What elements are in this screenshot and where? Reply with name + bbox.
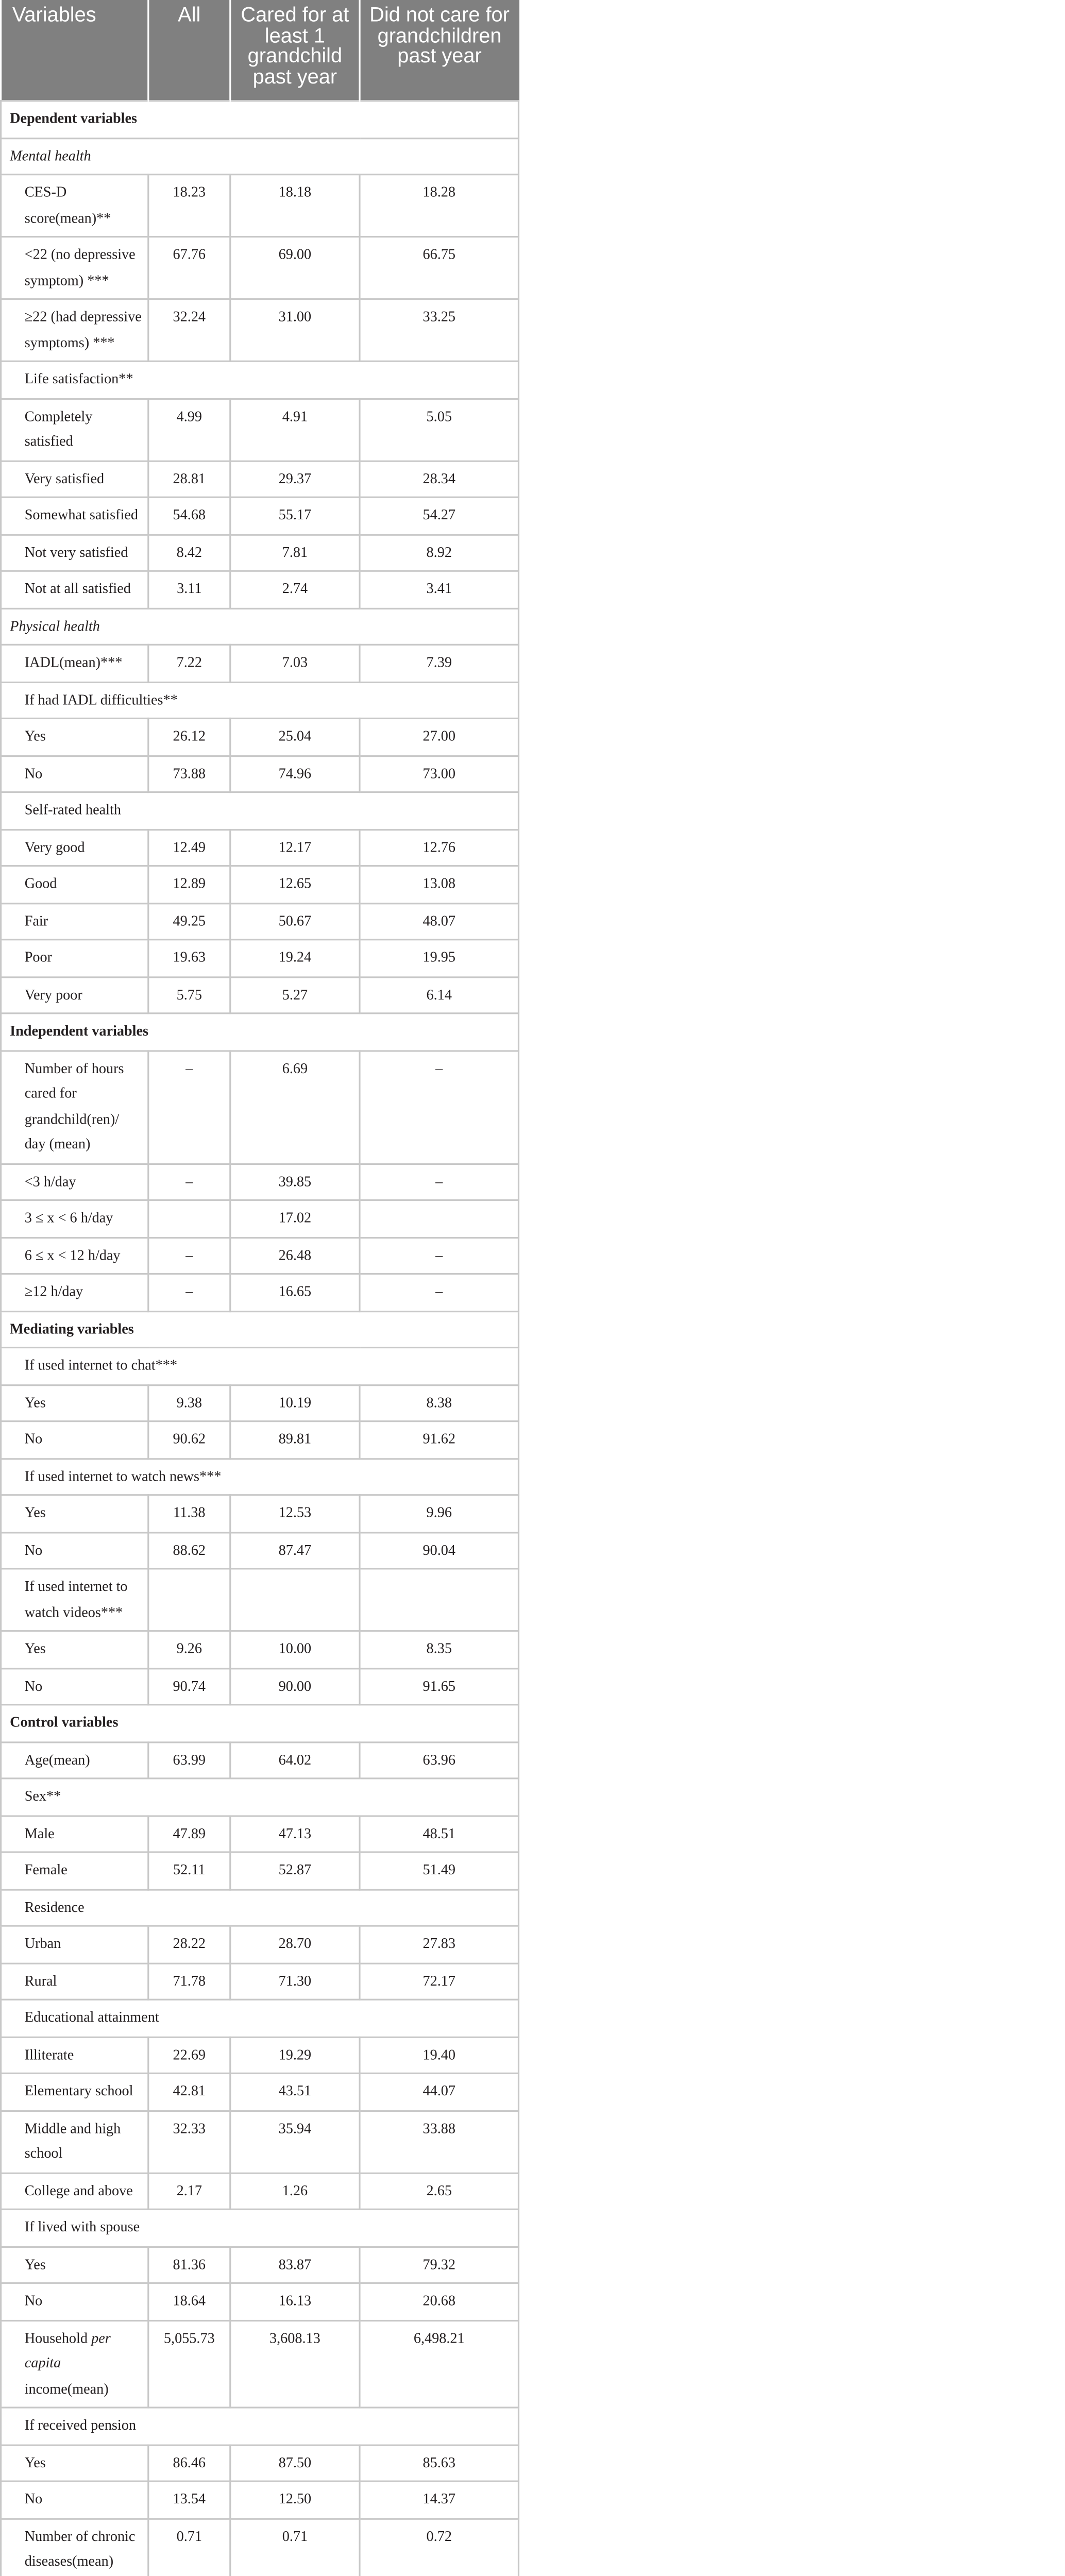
table-row <box>1 299 519 361</box>
value-all: 71.78 <box>148 1963 230 2000</box>
value-cared: 25.04 <box>230 718 360 755</box>
variable-label: If used internet to watch videos*** <box>1 1569 148 1631</box>
table-row <box>1 237 519 299</box>
table-row <box>1 398 519 461</box>
value-did-not-care: 85.63 <box>360 2445 518 2482</box>
value-cared: 69.00 <box>230 237 360 299</box>
value-cared: 12.53 <box>230 1495 360 1532</box>
value-did-not-care: 7.39 <box>360 645 518 682</box>
value-cared: 0.71 <box>230 2518 360 2576</box>
group-label: Educational attainment <box>1 1999 519 2037</box>
value-all: 12.49 <box>148 829 230 866</box>
table-row <box>1 792 519 829</box>
value-cared: 83.87 <box>230 2246 360 2283</box>
table-row <box>1 1963 519 2000</box>
variable-label: ≥22 (had depressive symptoms) *** <box>1 299 148 361</box>
value-did-not-care: 54.27 <box>360 497 518 534</box>
header-variables: Variables <box>1 0 148 101</box>
value-did-not-care: 73.00 <box>360 755 518 792</box>
value-did-not-care: 8.38 <box>360 1384 518 1421</box>
value-all: 26.12 <box>148 718 230 755</box>
table-body <box>1 101 519 2576</box>
value-cared: 12.65 <box>230 866 360 903</box>
header-did-not-care: Did not care for grandchildren past year <box>360 0 518 101</box>
table-row <box>1 361 519 398</box>
table-row <box>1 2037 519 2074</box>
value-did-not-care: 63.96 <box>360 1741 518 1778</box>
subsection-heading: Physical health <box>1 608 519 645</box>
value-did-not-care: 79.32 <box>360 2246 518 2283</box>
section-heading: Mediating variables <box>1 1311 519 1348</box>
variable-label: Not very satisfied <box>1 534 148 571</box>
value-cared: 7.81 <box>230 534 360 571</box>
value-all: 88.62 <box>148 1532 230 1569</box>
value-did-not-care: – <box>360 1050 518 1163</box>
value-did-not-care: 66.75 <box>360 237 518 299</box>
variable-label: 3 ≤ x < 6 h/day <box>1 1200 148 1237</box>
table-row <box>1 2445 519 2482</box>
section-heading: Dependent variables <box>1 101 519 138</box>
value-all: 13.54 <box>148 2481 230 2518</box>
table-row <box>1 1495 519 1532</box>
value-did-not-care <box>360 1200 518 1237</box>
value-all: 18.64 <box>148 2283 230 2320</box>
value-cared: 6.69 <box>230 1050 360 1163</box>
table-row <box>1 608 519 645</box>
value-all: 73.88 <box>148 755 230 792</box>
table-row <box>1 2073 519 2110</box>
value-cared: 74.96 <box>230 755 360 792</box>
value-cared: 19.24 <box>230 940 360 977</box>
variable-label: Good <box>1 866 148 903</box>
table-row <box>1 1348 519 1385</box>
value-all: 42.81 <box>148 2073 230 2110</box>
table-row <box>1 1311 519 1348</box>
table-row <box>1 645 519 682</box>
variable-label: Number of chronic diseases(mean) <box>1 2518 148 2576</box>
value-cared: 71.30 <box>230 1963 360 2000</box>
table-row <box>1 1200 519 1237</box>
value-did-not-care <box>360 1569 518 1631</box>
variable-label: No <box>1 1421 148 1459</box>
value-cared: 29.37 <box>230 461 360 498</box>
group-label: If lived with spouse <box>1 2209 519 2246</box>
value-cared: 12.50 <box>230 2481 360 2518</box>
group-label: Life satisfaction** <box>1 361 519 398</box>
table-row <box>1 497 519 534</box>
value-did-not-care: 8.35 <box>360 1631 518 1668</box>
value-all: 5,055.73 <box>148 2320 230 2408</box>
table-row <box>1 1050 519 1163</box>
value-did-not-care: – <box>360 1274 518 1311</box>
value-cared: 50.67 <box>230 903 360 940</box>
table-row <box>1 101 519 138</box>
value-did-not-care: 6.14 <box>360 976 518 1013</box>
value-did-not-care: 91.62 <box>360 1421 518 1459</box>
value-all: 0.71 <box>148 2518 230 2576</box>
table-row <box>1 1237 519 1274</box>
table-row <box>1 2173 519 2210</box>
variable-label: Number of hours cared for grandchild(ren)/ day (mean) <box>1 1050 148 1163</box>
variable-label: Somewhat satisfied <box>1 497 148 534</box>
value-cared: 64.02 <box>230 1741 360 1778</box>
value-all: 32.33 <box>148 2110 230 2173</box>
table-row <box>1 829 519 866</box>
group-label: Residence <box>1 1889 519 1926</box>
variable-label: No <box>1 2283 148 2320</box>
table-row <box>1 1999 519 2037</box>
variable-label: Not at all satisfied <box>1 571 148 608</box>
value-did-not-care: 27.00 <box>360 718 518 755</box>
value-cared: 10.00 <box>230 1631 360 1668</box>
section-heading: Control variables <box>1 1705 519 1742</box>
value-cared: 18.18 <box>230 175 360 237</box>
value-did-not-care: 48.07 <box>360 903 518 940</box>
variable-label: Yes <box>1 1384 148 1421</box>
value-all: 86.46 <box>148 2445 230 2482</box>
variable-label: Very good <box>1 829 148 866</box>
table-row <box>1 1741 519 1778</box>
table-row <box>1 976 519 1013</box>
value-all: 19.63 <box>148 940 230 977</box>
table-row <box>1 2320 519 2408</box>
value-all: 9.38 <box>148 1384 230 1421</box>
value-all <box>148 1200 230 1237</box>
header-all: All <box>148 0 230 101</box>
table-row <box>1 534 519 571</box>
value-all: 49.25 <box>148 903 230 940</box>
value-cared: 4.91 <box>230 398 360 461</box>
value-all: 90.62 <box>148 1421 230 1459</box>
variable-label: Illiterate <box>1 2037 148 2074</box>
value-did-not-care: 14.37 <box>360 2481 518 2518</box>
value-did-not-care: 19.95 <box>360 940 518 977</box>
value-cared: 2.74 <box>230 571 360 608</box>
variable-label: No <box>1 2481 148 2518</box>
variable-label: Fair <box>1 903 148 940</box>
value-cared: 28.70 <box>230 1926 360 1963</box>
table-row <box>1 1668 519 1705</box>
table-row <box>1 1013 519 1050</box>
variable-label: Rural <box>1 1963 148 2000</box>
value-all: 32.24 <box>148 299 230 361</box>
group-label: If received pension <box>1 2408 519 2445</box>
table-row <box>1 2110 519 2173</box>
variable-label: Male <box>1 1815 148 1852</box>
variable-label: Yes <box>1 2246 148 2283</box>
table-row <box>1 2408 519 2445</box>
table-row <box>1 1815 519 1852</box>
value-all: 9.26 <box>148 1631 230 1668</box>
variable-label: Completely satisfied <box>1 398 148 461</box>
descriptive-statistics-table <box>0 0 519 2576</box>
table-row <box>1 1569 519 1631</box>
value-did-not-care: 44.07 <box>360 2073 518 2110</box>
variable-label: Household per capita income(mean) <box>1 2320 148 2408</box>
table-row <box>1 1926 519 1963</box>
value-cared: 3,608.13 <box>230 2320 360 2408</box>
value-cared: 17.02 <box>230 1200 360 1237</box>
value-did-not-care: 3.41 <box>360 571 518 608</box>
value-cared: 10.19 <box>230 1384 360 1421</box>
section-heading: Independent variables <box>1 1013 519 1050</box>
header-row <box>1 0 519 101</box>
table-row <box>1 682 519 719</box>
value-did-not-care: 28.34 <box>360 461 518 498</box>
value-all: 2.17 <box>148 2173 230 2210</box>
variable-label: Very satisfied <box>1 461 148 498</box>
value-all: 52.11 <box>148 1852 230 1889</box>
table-row <box>1 1532 519 1569</box>
value-all: – <box>148 1163 230 1200</box>
table-row <box>1 2518 519 2576</box>
value-cared: 87.47 <box>230 1532 360 1569</box>
variable-label: No <box>1 1532 148 1569</box>
value-did-not-care: 2.65 <box>360 2173 518 2210</box>
value-all: 28.81 <box>148 461 230 498</box>
variable-label: Poor <box>1 940 148 977</box>
table-row <box>1 1384 519 1421</box>
variable-label: Age(mean) <box>1 1741 148 1778</box>
value-all: 8.42 <box>148 534 230 571</box>
value-all: 47.89 <box>148 1815 230 1852</box>
value-cared: 1.26 <box>230 2173 360 2210</box>
variable-label: ≥12 h/day <box>1 1274 148 1311</box>
value-did-not-care: 33.25 <box>360 299 518 361</box>
group-label: If used internet to chat*** <box>1 1348 519 1385</box>
variable-label: No <box>1 755 148 792</box>
value-did-not-care: 5.05 <box>360 398 518 461</box>
table-row <box>1 1631 519 1668</box>
value-did-not-care: 8.92 <box>360 534 518 571</box>
table-row <box>1 903 519 940</box>
value-cared: 31.00 <box>230 299 360 361</box>
value-all: – <box>148 1274 230 1311</box>
value-all: 90.74 <box>148 1668 230 1705</box>
value-all: 4.99 <box>148 398 230 461</box>
variable-label: Elementary school <box>1 2073 148 2110</box>
value-cared: 26.48 <box>230 1237 360 1274</box>
value-all: – <box>148 1050 230 1163</box>
value-cared: 16.13 <box>230 2283 360 2320</box>
value-all: 22.69 <box>148 2037 230 2074</box>
value-all: 5.75 <box>148 976 230 1013</box>
value-did-not-care: 12.76 <box>360 829 518 866</box>
variable-label: Urban <box>1 1926 148 1963</box>
table-row <box>1 2481 519 2518</box>
table-row <box>1 1778 519 1816</box>
variable-label: <3 h/day <box>1 1163 148 1200</box>
value-did-not-care: 51.49 <box>360 1852 518 1889</box>
value-did-not-care: 18.28 <box>360 175 518 237</box>
variable-label: Female <box>1 1852 148 1889</box>
variable-label: Yes <box>1 2445 148 2482</box>
value-cared: 5.27 <box>230 976 360 1013</box>
variable-label: Yes <box>1 1631 148 1668</box>
variable-label: <22 (no depressive symptom) *** <box>1 237 148 299</box>
value-cared: 19.29 <box>230 2037 360 2074</box>
value-did-not-care: 72.17 <box>360 1963 518 2000</box>
table-row <box>1 1274 519 1311</box>
value-did-not-care: – <box>360 1237 518 1274</box>
table-row <box>1 2209 519 2246</box>
variable-label: Middle and high school <box>1 2110 148 2173</box>
value-cared: 43.51 <box>230 2073 360 2110</box>
value-all: 54.68 <box>148 497 230 534</box>
value-all: 63.99 <box>148 1741 230 1778</box>
value-cared: 39.85 <box>230 1163 360 1200</box>
value-all: 18.23 <box>148 175 230 237</box>
group-label: Self-rated health <box>1 792 519 829</box>
value-all <box>148 1569 230 1631</box>
value-did-not-care: 27.83 <box>360 1926 518 1963</box>
header-cared: Cared for at least 1 grandchild past year <box>230 0 360 101</box>
value-did-not-care: 20.68 <box>360 2283 518 2320</box>
value-cared: 87.50 <box>230 2445 360 2482</box>
value-did-not-care: 91.65 <box>360 1668 518 1705</box>
table-row <box>1 175 519 237</box>
value-cared: 89.81 <box>230 1421 360 1459</box>
table-row <box>1 1705 519 1742</box>
value-all: – <box>148 1237 230 1274</box>
value-did-not-care: 13.08 <box>360 866 518 903</box>
variable-label: No <box>1 1668 148 1705</box>
variable-label: 6 ≤ x < 12 h/day <box>1 1237 148 1274</box>
value-cared: 90.00 <box>230 1668 360 1705</box>
value-cared: 55.17 <box>230 497 360 534</box>
table-row <box>1 1458 519 1495</box>
value-cared: 35.94 <box>230 2110 360 2173</box>
value-all: 28.22 <box>148 1926 230 1963</box>
value-all: 12.89 <box>148 866 230 903</box>
variable-label: CES-D score(mean)** <box>1 175 148 237</box>
group-label: If used internet to watch news*** <box>1 1458 519 1495</box>
table-row <box>1 571 519 608</box>
table-row <box>1 940 519 977</box>
value-all: 67.76 <box>148 237 230 299</box>
value-did-not-care: 0.72 <box>360 2518 518 2576</box>
table-row <box>1 138 519 175</box>
table-row <box>1 755 519 792</box>
value-all: 11.38 <box>148 1495 230 1532</box>
variable-label: College and above <box>1 2173 148 2210</box>
value-did-not-care: 6,498.21 <box>360 2320 518 2408</box>
table-row <box>1 1852 519 1889</box>
value-cared <box>230 1569 360 1631</box>
value-all: 7.22 <box>148 645 230 682</box>
table-row <box>1 1889 519 1926</box>
group-label: Sex** <box>1 1778 519 1816</box>
table-row <box>1 1421 519 1459</box>
table-row <box>1 2283 519 2320</box>
value-did-not-care: 9.96 <box>360 1495 518 1532</box>
value-cared: 52.87 <box>230 1852 360 1889</box>
value-cared: 7.03 <box>230 645 360 682</box>
value-all: 3.11 <box>148 571 230 608</box>
table-row <box>1 461 519 498</box>
table-row <box>1 718 519 755</box>
value-did-not-care: 90.04 <box>360 1532 518 1569</box>
group-label: If had IADL difficulties** <box>1 682 519 719</box>
table-row <box>1 2246 519 2283</box>
value-did-not-care: 33.88 <box>360 2110 518 2173</box>
table-row <box>1 1163 519 1200</box>
value-did-not-care: – <box>360 1163 518 1200</box>
variable-label: Yes <box>1 1495 148 1532</box>
value-cared: 12.17 <box>230 829 360 866</box>
variable-label: Yes <box>1 718 148 755</box>
variable-label: IADL(mean)*** <box>1 645 148 682</box>
subsection-heading: Mental health <box>1 138 519 175</box>
variable-label: Very poor <box>1 976 148 1013</box>
value-cared: 47.13 <box>230 1815 360 1852</box>
value-did-not-care: 48.51 <box>360 1815 518 1852</box>
table-row <box>1 866 519 903</box>
value-did-not-care: 19.40 <box>360 2037 518 2074</box>
value-cared: 16.65 <box>230 1274 360 1311</box>
value-all: 81.36 <box>148 2246 230 2283</box>
